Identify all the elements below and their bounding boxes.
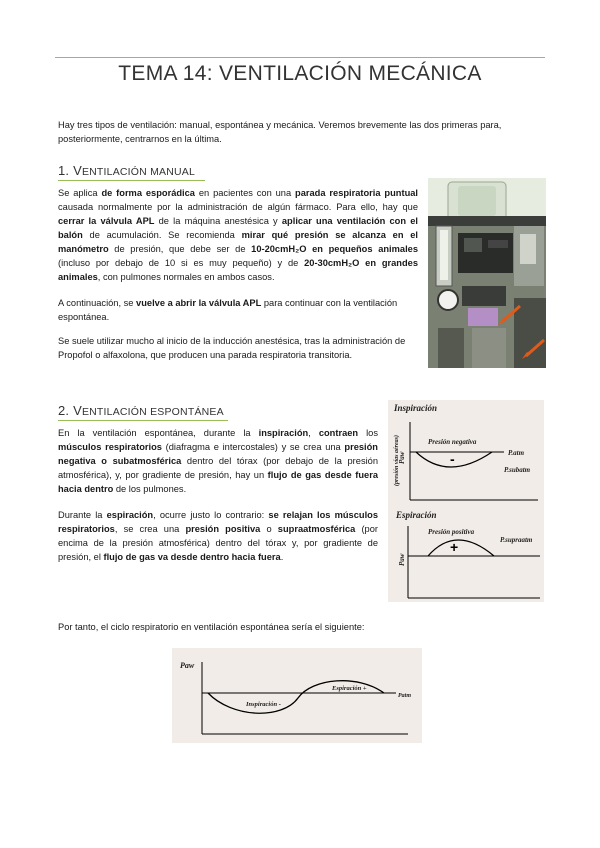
- section-2-paragraph-2: Durante la espiración, ocurre justo lo contrario: se relajan los músculos respiratorios, se crea una presión positiva o supraatmosférica (por encima de la presión atmosférica) dentro del tórax y, por gradiente de presión, el flujo de gas va desde dentro hacia fuera.: [58, 510, 378, 562]
- cycle-intro-text: Por tanto, el ciclo respiratorio en ventilación espontánea sería el siguiente:: [58, 622, 365, 632]
- inspiration-patm-label: P.atm: [508, 449, 525, 457]
- cycle-axis-label: Paw: [180, 661, 195, 670]
- cycle-patm-label: Patm: [398, 693, 411, 699]
- expiration-psupraatm-label: P.supraatm: [500, 536, 533, 544]
- section-1-paragraph-2: A continuación, se vuelve a abrir la válvula APL para continuar con la ventilación espontánea.: [58, 298, 398, 322]
- inspiration-heading: Inspiración: [394, 403, 438, 413]
- section-1-initial: V: [73, 163, 82, 178]
- section-2-number: 2.: [58, 403, 74, 418]
- respiratory-cycle-diagram: [172, 648, 422, 743]
- section-2-underline: [58, 420, 228, 421]
- page-title: TEMA 14: VENTILACIÓN MECÁNICA: [118, 62, 482, 85]
- section-2-paragraph-1: En la ventilación espontánea, durante la inspiración, contraen los músculos respiratorios (diafragma e intercostales) y se crea una presión negativa o subatmosférica dentro del tórax (por debajo de la presión atmosférica), y, por gradiente de presión, hay un flujo de gas desde fuera hacia dentro de los pulmones.: [58, 428, 378, 494]
- section-2-initial: V: [73, 403, 82, 418]
- inspiration-axis-sublabel: (presión vías aéreas): [394, 435, 400, 486]
- intro-line-2: posteriormente, centrarnos en la última.: [58, 134, 222, 144]
- anesthesia-machine-illustration: [428, 178, 546, 368]
- section-1-paragraph-3: Se suele utilizar mucho al inicio de la inducción anestésica, tras la administración de Propofol o alfaxolona, que producen una parada respiratoria transitoria.: [58, 336, 406, 360]
- positive-sign: +: [450, 539, 459, 555]
- inspiration-diagram: [388, 400, 544, 510]
- section-1-title: ENTILACIÓN MANUAL: [81, 166, 196, 178]
- section-2-title: ENTILACIÓN ESPONTÁNEA: [81, 406, 224, 418]
- intro-paragraph: [58, 118, 548, 146]
- section-1-heading: [58, 163, 195, 178]
- top-rule: [55, 57, 545, 58]
- section-1-number: 1.: [58, 163, 74, 178]
- expiration-curve: [428, 540, 494, 556]
- expiration-axis-label: Paw: [398, 553, 406, 566]
- inspiration-curve-label: Presión negativa: [428, 438, 477, 446]
- inspiration-psubatm-label: P.subatm: [504, 466, 531, 474]
- expiration-heading: Espiración: [396, 510, 437, 520]
- cycle-expiration-label: Espiración +: [332, 685, 367, 692]
- section-1-paragraph-1: Se aplica de forma esporádica en pacientes con una parada respiratoria puntual causada normalmente por la administración de algún fármaco. Para ello, hay que cerrar la válvula APL de la máquina anestésica y aplicar una ventilación con el balón de acumulación. Se recomienda mirar qué presión se alcanza en el manómetro de presión, que debe ser de 10-20cmH₂O en pequeños animales (incluso por debajo de 10 si es muy pequeño) y de 20-30cmH₂O en grandes animales, con pulmones normales en ambos casos.: [58, 188, 419, 282]
- anesthesia-machine-photo: [428, 178, 546, 368]
- inspiration-axis-label: Paw: [398, 451, 406, 464]
- expiration-diagram: [388, 506, 544, 602]
- section-2-heading: [58, 403, 224, 418]
- expiration-curve-label: Presión positiva: [428, 528, 475, 536]
- negative-sign: -: [450, 451, 455, 467]
- section-1-underline: [58, 180, 205, 181]
- cycle-inspiration-label: Inspiración -: [246, 701, 281, 708]
- intro-line-1: Hay tres tipos de ventilación: manual, espontánea y mecánica. Veremos brevemente las dos primeras para,: [58, 120, 502, 130]
